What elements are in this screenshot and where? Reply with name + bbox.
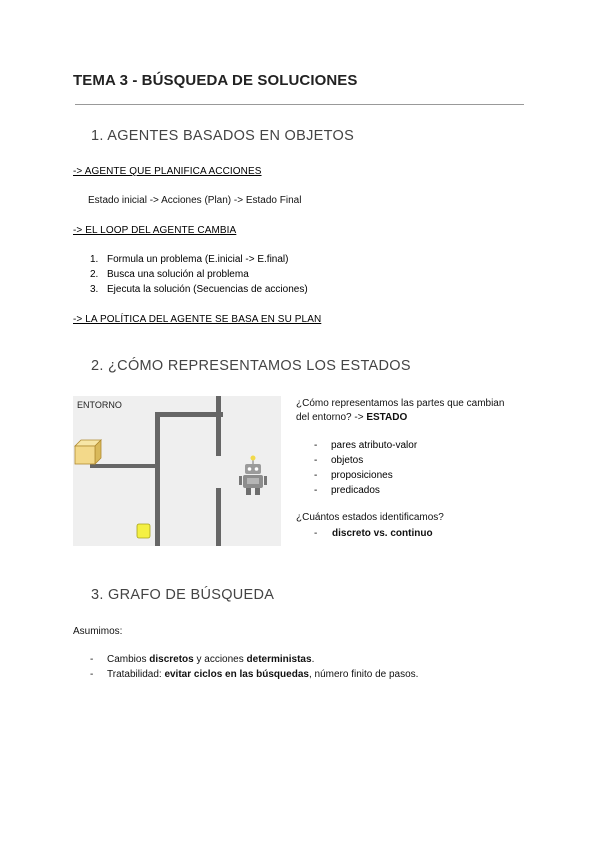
box-icon [73, 438, 103, 466]
list-dash: - [314, 470, 318, 481]
list-item [90, 252, 390, 267]
section-1-heading: 1. AGENTES BASADOS EN OBJETOS [91, 128, 355, 144]
states-count-question: ¿Cuántos estados identificamos? [296, 512, 444, 523]
wall-right-upper [216, 396, 221, 456]
section-3-heading: 3. GRAFO DE BÚSQUEDA [91, 587, 275, 603]
assumption-1 [107, 654, 314, 665]
assumption-1-text-b: y acciones [193, 654, 247, 665]
section-1-subheading-plan: -> AGENTE QUE PLANIFICA ACCIONES [73, 166, 262, 177]
list-item-text: Busca una solución al problema [107, 269, 249, 280]
assumption-2-bold: evitar ciclos en las búsquedas [164, 669, 309, 680]
assumption-1-dash: - [90, 654, 94, 665]
title-divider [75, 104, 524, 105]
state-question [296, 397, 504, 425]
assumption-2 [107, 669, 418, 680]
list-dash: - [314, 455, 318, 466]
state-question-line2: del entorno? -> [296, 412, 367, 423]
environment-figure [73, 396, 281, 546]
states-answer: discreto vs. continuo [332, 528, 433, 539]
list-item-number: 2. [90, 269, 99, 280]
state-flow-text: Estado inicial -> Acciones (Plan) -> Estado Final [88, 195, 302, 206]
assumption-1-text-a: Cambios [107, 654, 150, 665]
wall-top [155, 412, 223, 417]
wall-left-vertical [155, 412, 160, 546]
list-item [90, 282, 390, 297]
assumption-1-bold-a: discretos [149, 654, 194, 665]
section-1-subheading-policy: -> LA POLÍTICA DEL AGENTE SE BASA EN SU PLAN [73, 314, 322, 325]
list-item [314, 468, 514, 483]
list-item-text: proposiciones [331, 470, 393, 481]
assumption-1-text-c: . [311, 654, 315, 665]
assumption-1-bold-b: deterministas [246, 654, 312, 665]
list-dash: - [314, 485, 318, 496]
list-item [314, 483, 514, 498]
list-item-text: Formula un problema (E.inicial -> E.final) [107, 254, 289, 265]
yellow-object-icon [136, 522, 152, 540]
list-item-text: pares atributo-valor [331, 440, 418, 451]
assumption-2-text-b: , número finito de pasos. [308, 669, 419, 680]
agent-loop-steps [90, 252, 390, 297]
list-item-text: predicados [331, 485, 380, 496]
list-item-text: Ejecuta la solución (Secuencias de acciones) [107, 284, 308, 295]
list-dash: - [314, 440, 318, 451]
assumption-2-text-a: Tratabilidad: [107, 669, 165, 680]
list-item-number: 1. [90, 254, 99, 265]
assumptions-intro: Asumimos: [73, 626, 123, 637]
figure-label: ENTORNO [77, 400, 122, 410]
wall-right-lower [216, 488, 221, 546]
state-representations-list [314, 438, 514, 498]
assumption-2-dash: - [90, 669, 94, 680]
list-item [314, 453, 514, 468]
state-keyword: ESTADO [366, 412, 408, 423]
section-2-heading: 2. ¿CÓMO REPRESENTAMOS LOS ESTADOS [91, 358, 411, 374]
states-answer-dash: - [314, 528, 318, 539]
page-title: TEMA 3 - BÚSQUEDA DE SOLUCIONES [73, 72, 358, 89]
list-item-text: objetos [331, 455, 364, 466]
section-1-subheading-loop: -> EL LOOP DEL AGENTE CAMBIA [73, 225, 237, 236]
robot-icon [237, 454, 269, 498]
list-item-number: 3. [90, 284, 99, 295]
list-item [314, 438, 514, 453]
state-question-line1: ¿Cómo representamos las partes que cambian [296, 398, 505, 409]
list-item [90, 267, 390, 282]
